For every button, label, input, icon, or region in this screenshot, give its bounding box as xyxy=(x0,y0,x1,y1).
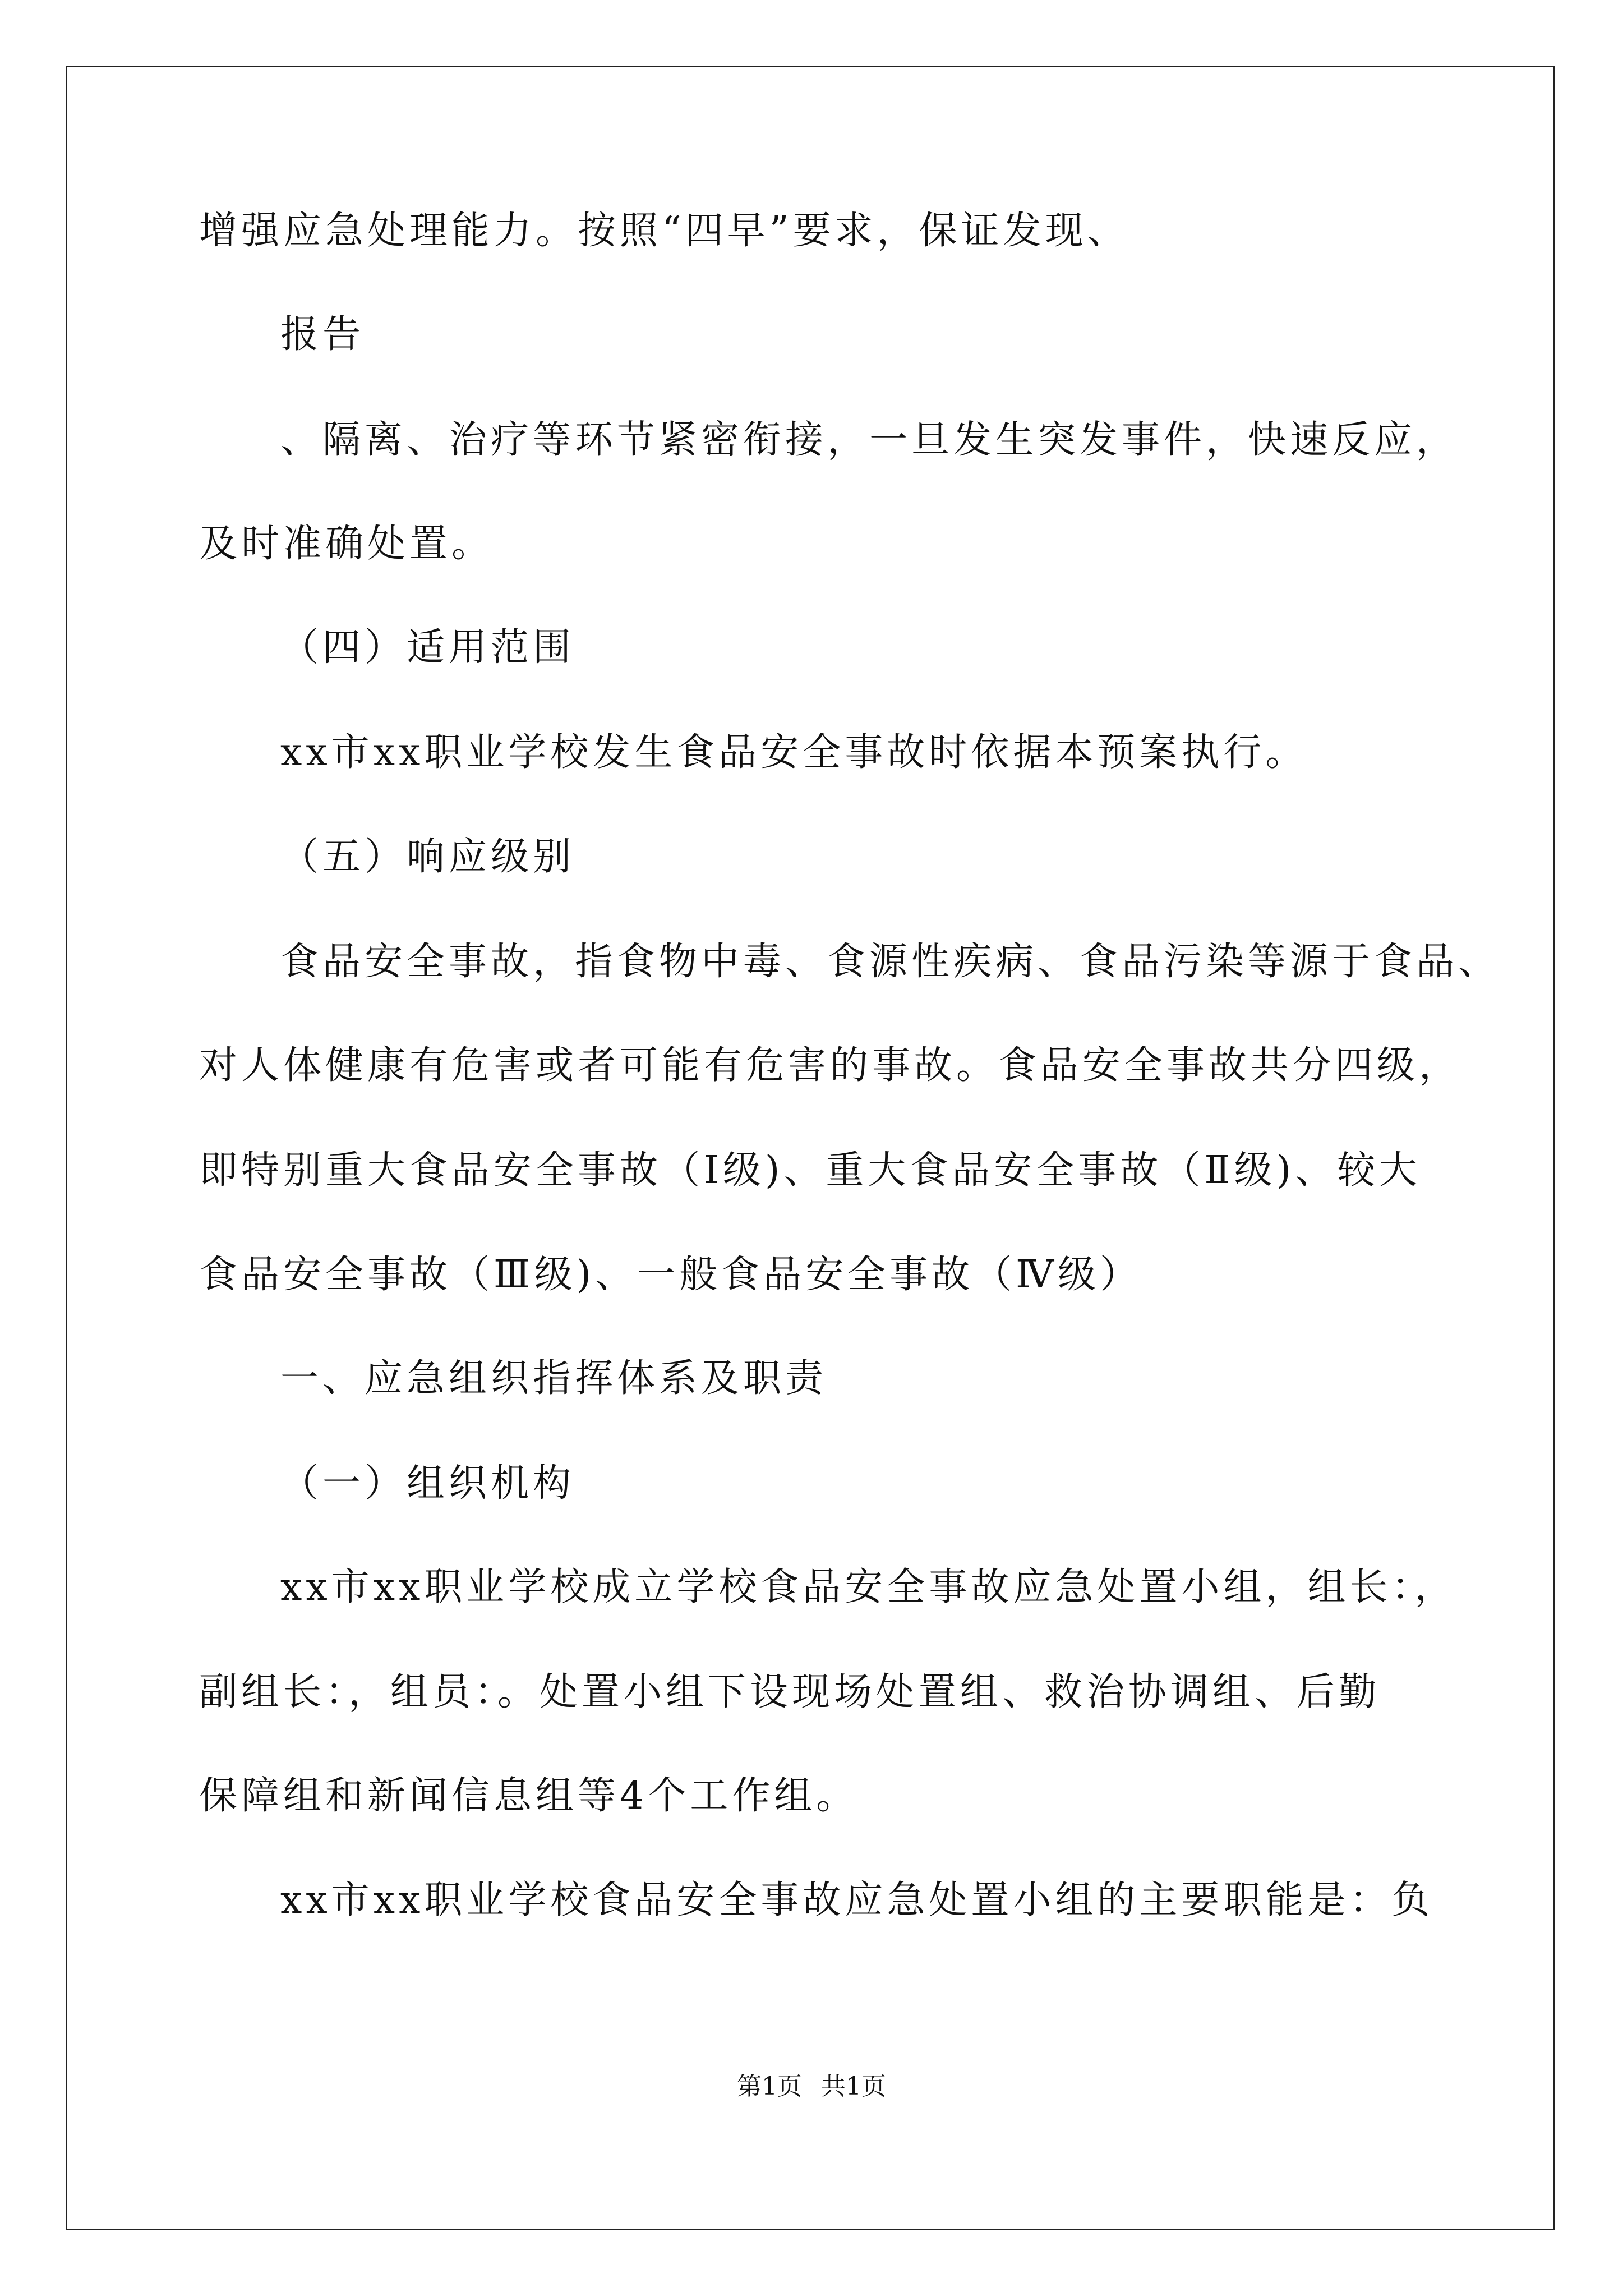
text-line: 食品安全事故，指食物中毒、食源性疾病、食品污染等源于食品、 xyxy=(280,940,1501,984)
section-heading: 一、应急组织指挥体系及职责 xyxy=(280,1356,828,1401)
page-number: 第1页 xyxy=(737,2072,802,2101)
text-line: 增强应急处理能力。按照“四早”要求，保证发现、 xyxy=(199,209,1129,253)
text-line: xx市xx职业学校成立学校食品安全事故应急处置小组，组长：， xyxy=(280,1565,1457,1609)
page-footer xyxy=(0,2071,1623,2102)
text-line: xx市xx职业学校发生食品安全事故时依据本预案执行。 xyxy=(280,730,1308,775)
section-heading: （五）响应级别 xyxy=(280,835,575,879)
page-total: 共1页 xyxy=(821,2072,886,2101)
section-heading: （四）适用范围 xyxy=(280,625,575,670)
text-line: 及时准确处置。 xyxy=(199,522,494,566)
text-line: 即特别重大食品安全事故（Ⅰ级)、重大食品安全事故（Ⅱ级)、较大 xyxy=(199,1148,1422,1193)
text-line: 报告 xyxy=(280,312,365,357)
section-heading: （一）组织机构 xyxy=(280,1461,575,1506)
text-line: 对人体健康有危害或者可能有危害的事故。食品安全事故共分四级， xyxy=(199,1043,1461,1088)
text-line: xx市xx职业学校食品安全事故应急处置小组的主要职能是：负 xyxy=(280,1878,1434,1922)
text-line: 副组长：，组员：。处置小组下设现场处置组、救治协调组、后勤 xyxy=(199,1670,1381,1714)
text-line: 保障组和新闻信息组等4个工作组。 xyxy=(199,1774,859,1818)
text-line: 食品安全事故（Ⅲ级)、一般食品安全事故（Ⅳ级） xyxy=(199,1253,1142,1297)
text-line: 、隔离、治疗等环节紧密衔接，一旦发生突发事件，快速反应， xyxy=(280,418,1459,462)
